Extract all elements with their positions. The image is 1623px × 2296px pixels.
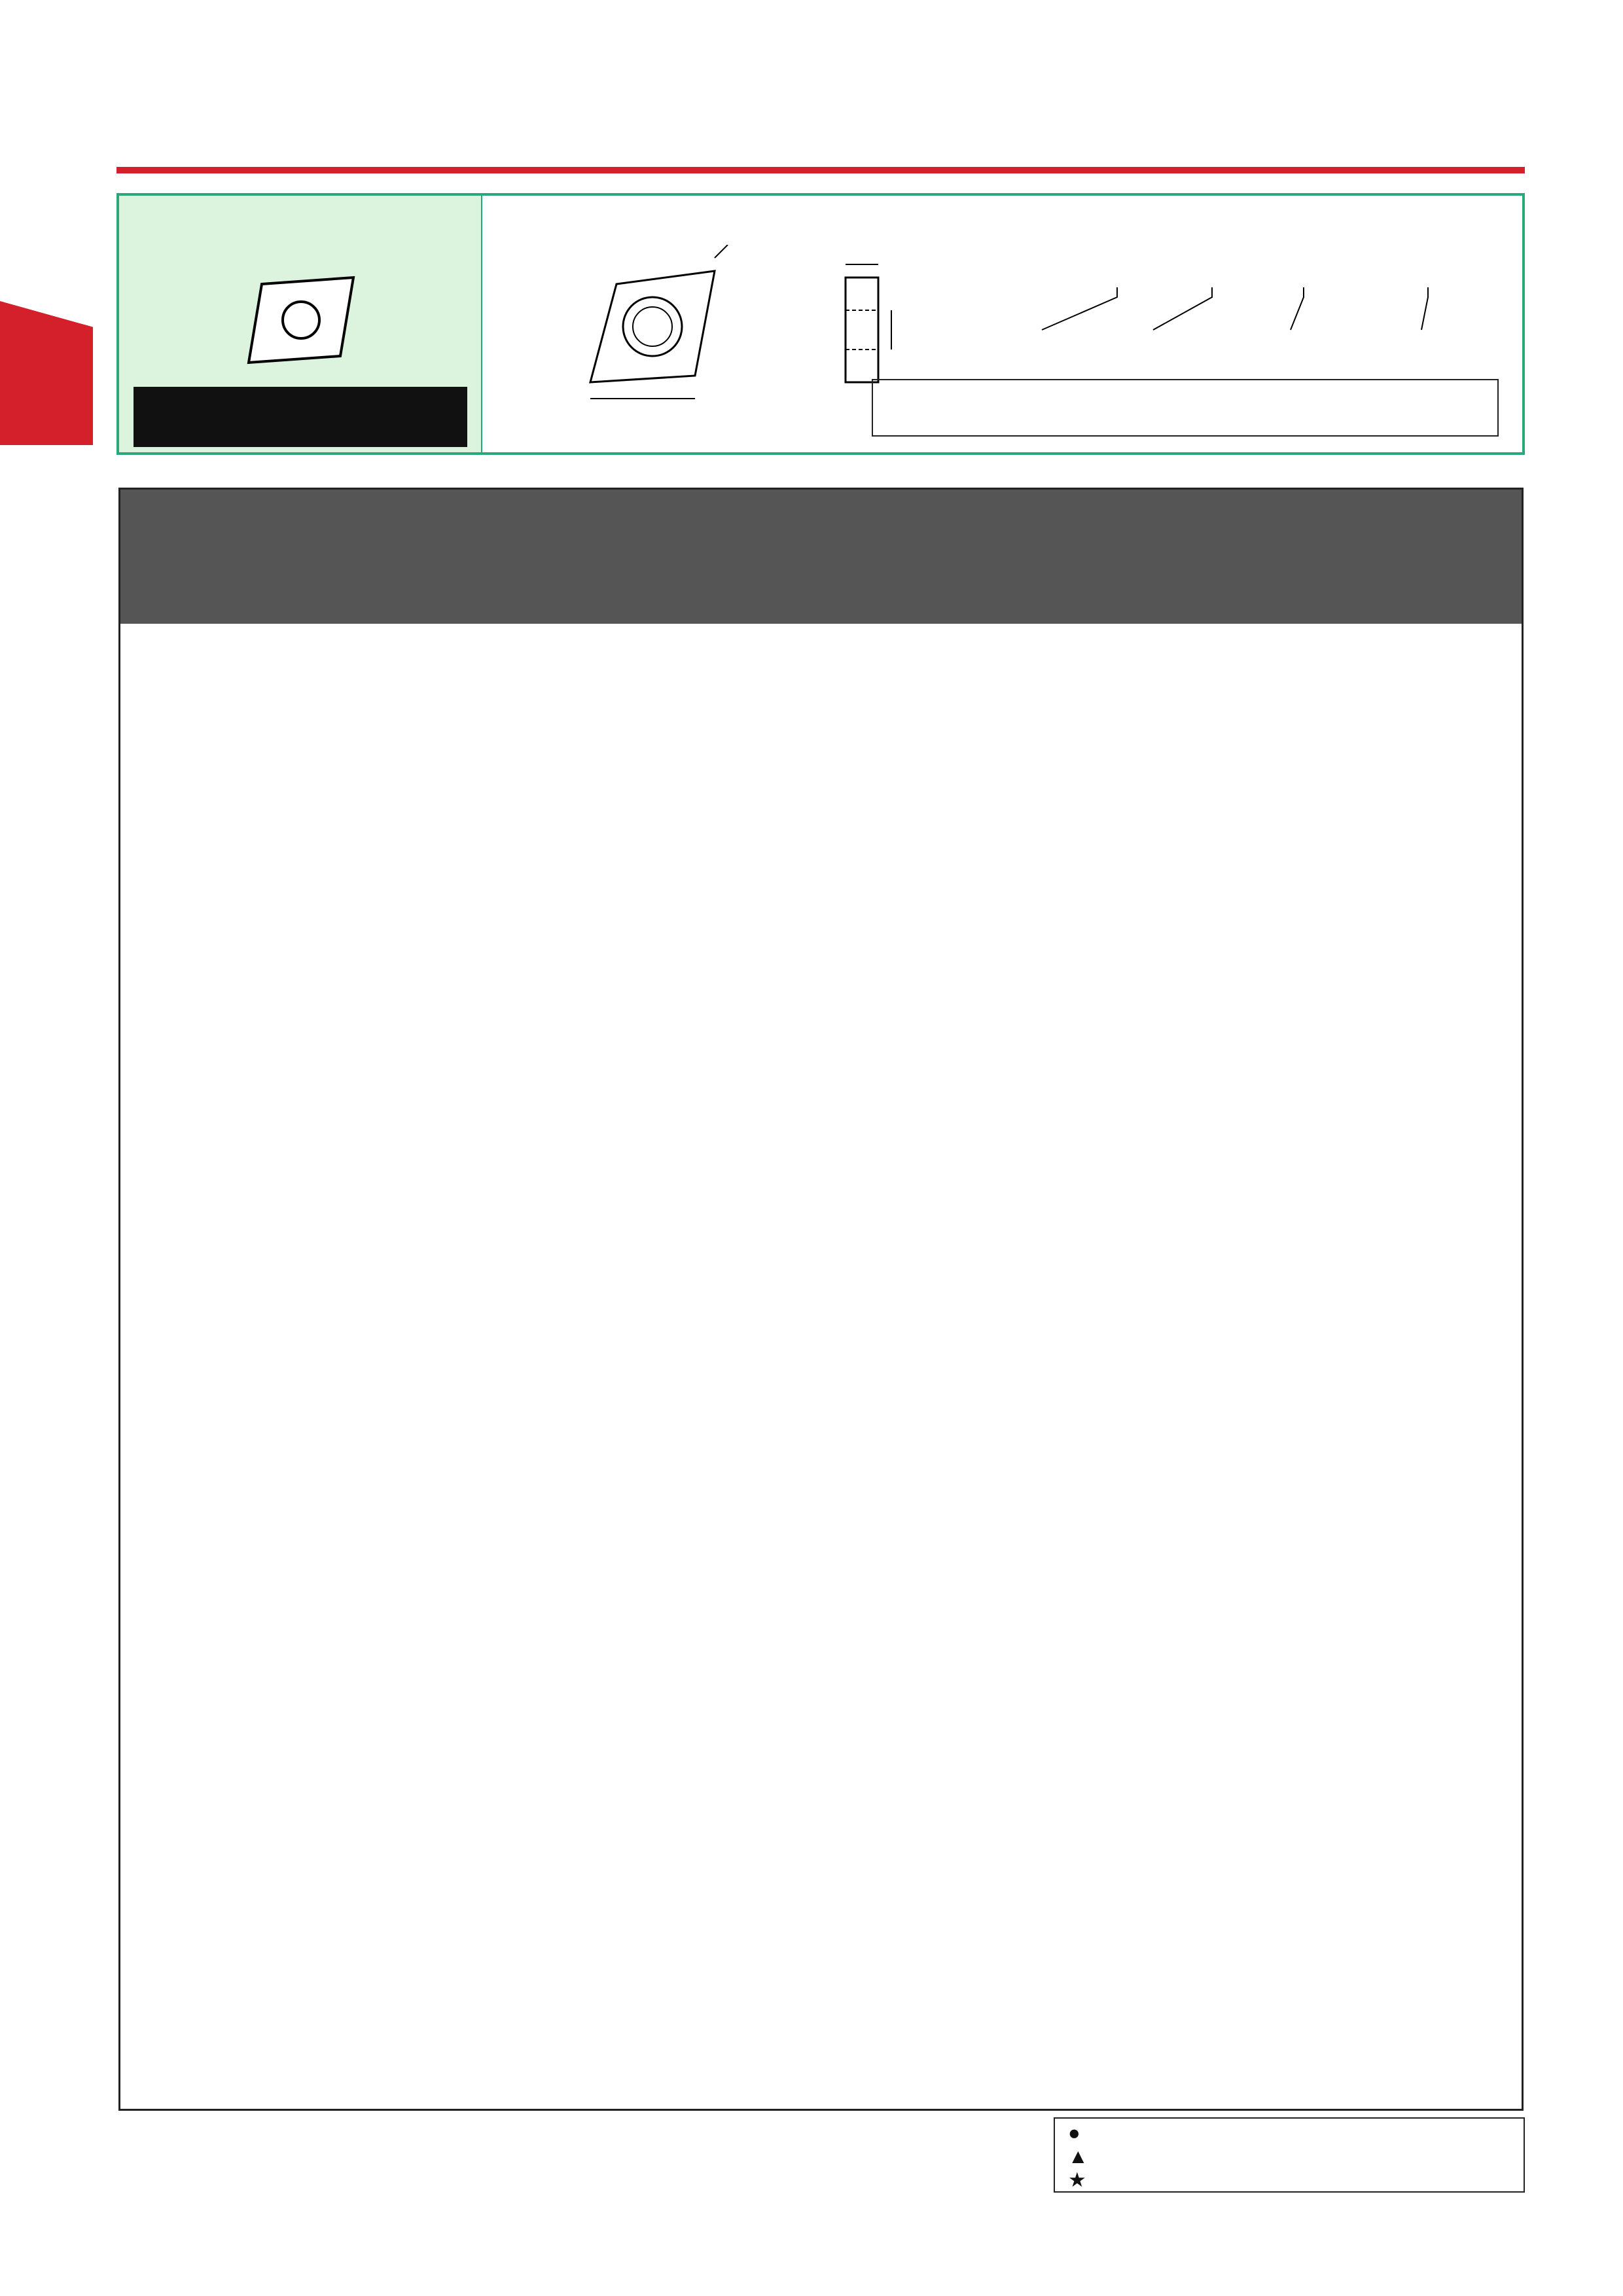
insert-table — [118, 488, 1524, 2111]
legend-discontinued — [1068, 2145, 1510, 2168]
header-box — [116, 193, 1525, 455]
triangle-icon: ▲ — [1068, 2145, 1088, 2168]
code-box — [134, 387, 467, 447]
shape-panel — [119, 196, 482, 452]
legend — [1054, 2117, 1525, 2193]
rhombus-insert-icon — [242, 271, 360, 369]
chapter-tab[interactable] — [0, 301, 93, 445]
title-underline — [116, 167, 1525, 173]
legend-new — [1068, 2168, 1510, 2192]
designation — [872, 219, 911, 280]
star-icon: ★ — [1068, 2168, 1086, 2191]
circle-icon: ● — [1068, 2121, 1080, 2144]
table-header — [120, 490, 1522, 624]
dims-table — [872, 379, 1499, 437]
legend-stock — [1068, 2121, 1510, 2145]
designation-leaders — [1003, 284, 1559, 336]
